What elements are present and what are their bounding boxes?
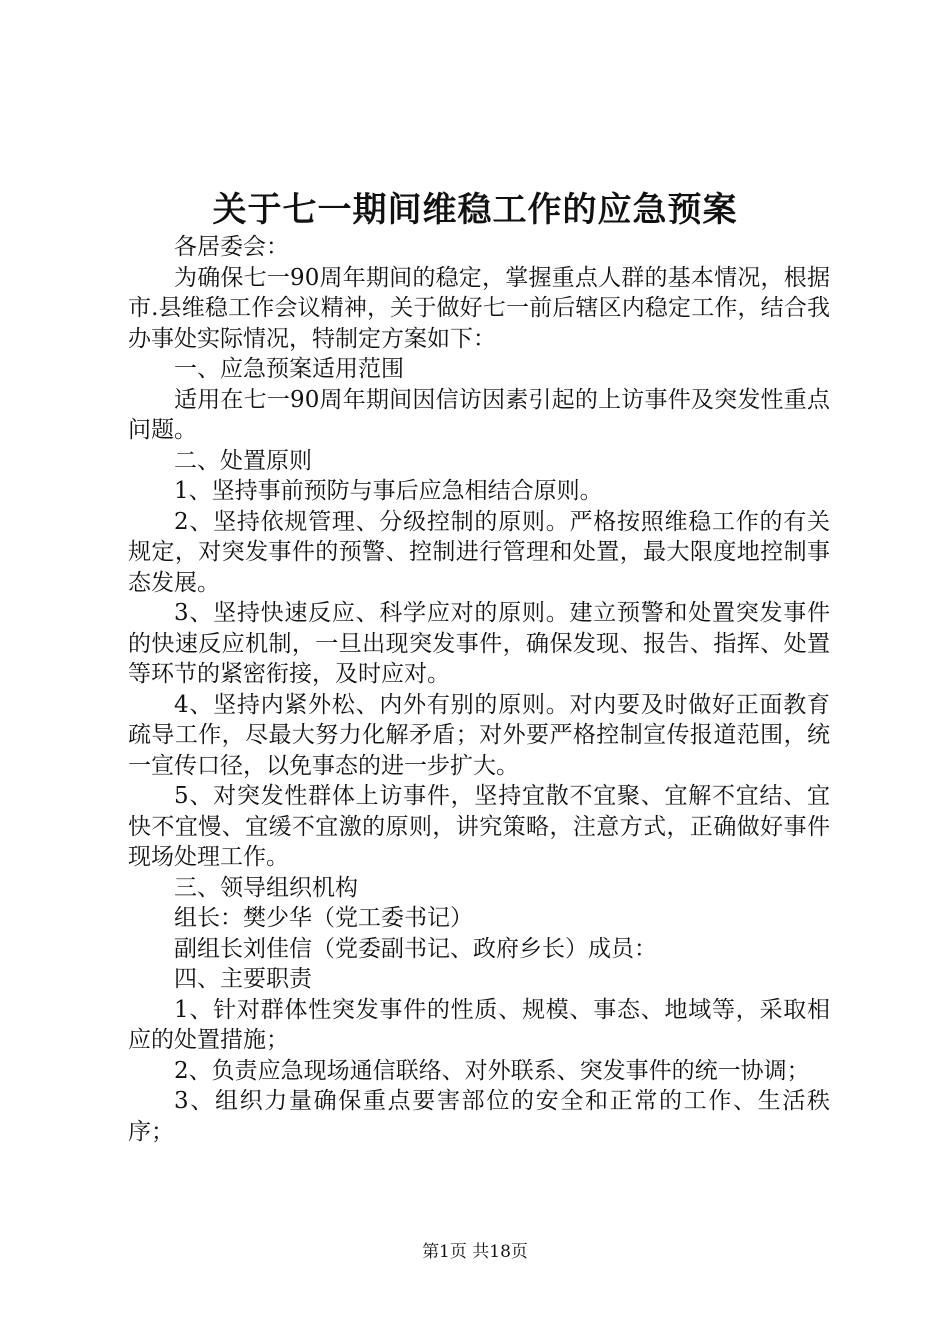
- document-body: [128, 232, 830, 1147]
- document-title: 关于七一期间维稳工作的应急预案: [212, 190, 738, 230]
- section-heading-duties: 四、主要职责: [174, 966, 312, 992]
- section-heading-scope: 一、应急预案适用范围: [174, 356, 404, 382]
- section-heading-leadership: 三、领导组织机构: [174, 874, 358, 901]
- deputy-leader-line: 副组长刘佳信（党委副书记、政府乡长）成员：: [174, 935, 657, 962]
- principle-item: 4、坚持内紧外松、内外有别的原则。对内要及时做好正面教育疏导工作，尽最大努力化解矛盾；对外要严格控制宣传报道范围，统一宣传口径，以免事态的进一步扩大。: [128, 691, 830, 779]
- intro-paragraph: 为确保七一90周年期间的稳定，掌握重点人群的基本情况，根据市.县维稳工作会议精神，关于做好七一前后辖区内稳定工作，结合我办事处实际情况，特制定方案如下：: [128, 264, 830, 352]
- scope-paragraph: 适用在七一90周年期间因信访因素引起的上访事件及突发性重点问题。: [128, 386, 830, 443]
- principle-item: 1、坚持事前预防与事后应急相结合原则。: [174, 478, 603, 504]
- duty-item: 3、组织力量确保重点要害部位的安全和正常的工作、生活秩序；: [128, 1088, 830, 1145]
- section-heading-principles: 二、处置原则: [174, 447, 312, 474]
- page-number-footer: 第1页 共18页: [422, 1242, 528, 1262]
- principle-item: 3、坚持快速反应、科学应对的原则。建立预警和处置突发事件的快速反应机制，一旦出现突发事件，确保发现、报告、指挥、处置等环节的紧密衔接，及时应对。: [128, 600, 830, 687]
- salutation: 各居委会：: [174, 234, 289, 260]
- principle-item: 5、对突发性群体上访事件，坚持宜散不宜聚、宜解不宜结、宜快不宜慢、宜缓不宜激的原则，讲究策略，注意方式，正确做好事件现场处理工作。: [128, 783, 830, 870]
- duty-item: 2、负责应急现场通信联络、对外联系、突发事件的统一协调；: [174, 1057, 810, 1084]
- duty-item: 1、针对群体性突发事件的性质、规模、事态、地域等，采取相应的处置措施；: [128, 996, 830, 1053]
- principle-item: 2、坚持依规管理、分级控制的原则。严格按照维稳工作的有关规定，对突发事件的预警、控制进行管理和处置，最大限度地控制事态发展。: [128, 508, 830, 596]
- leader-line: 组长：樊少华（党工委书记）: [174, 905, 473, 931]
